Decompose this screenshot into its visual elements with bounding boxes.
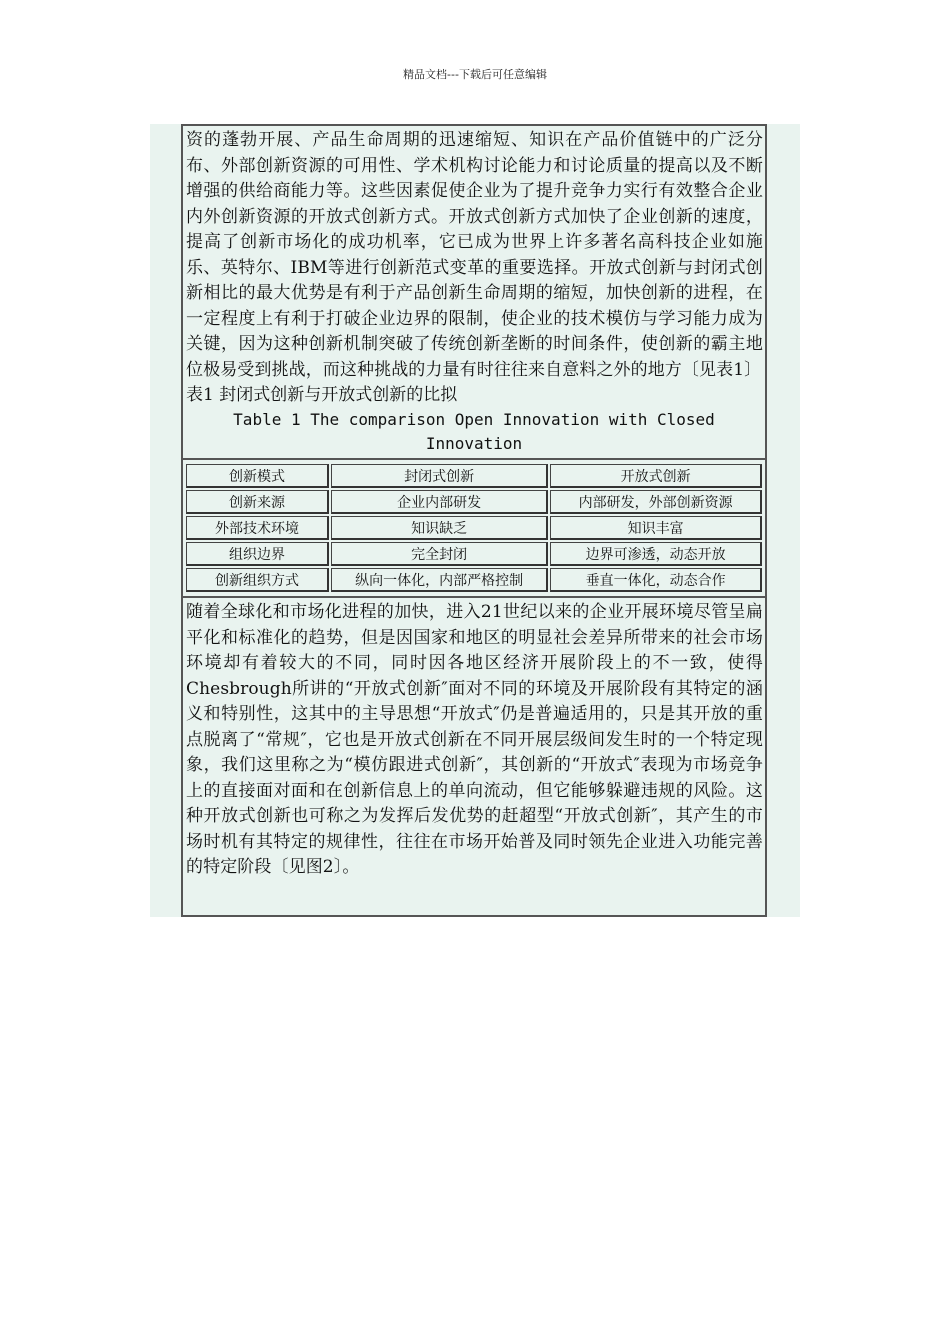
page-header: 精品文档---下载后可任意编辑 — [403, 68, 547, 81]
table-row — [186, 490, 762, 514]
table-row — [186, 542, 762, 566]
table-cell: 组织边界 — [186, 542, 329, 566]
table-cell: 完全封闭 — [331, 542, 548, 566]
table-cell: 创新来源 — [186, 490, 329, 514]
table-row — [186, 568, 762, 592]
table-caption-en: Table 1 The comparison Open Innovation with Closed Innovation — [233, 410, 715, 453]
table-cell: 封闭式创新 — [331, 464, 548, 488]
paragraph-2: 随着全球化和市场化进程的加快，进入21世纪以来的企业开展环境尽管呈扁平化和标准化的趋势，但是因国家和地区的明显社会差异所带来的社会市场环境却有着较大的不同，同时因各地区经济开展阶段上的不一致，使得Chesbrough所讲的“开放式创新″面对不同的环境及开展阶段有其特定的涵义和特别性，这其中的主导思想“开放式″仍是普遍适用的，只是其开放的重点脱离了“常规″，它也是开放式创新在不同开展层级间发生时的一个特定现象，我们这里称之为“模仿跟进式创新″，其创新的“开放式″表现为市场竞争上的直接面对面和在创新信息上的单向流动，但它能够躲避违规的风险。这种开放式创新也可称之为发挥后发优势的赶超型“开放式创新″，其产生的市场时机有其特定的规律性，往往在市场开始普及同时领先企业进入功能完善的特定阶段〔见图2〕。 — [186, 602, 763, 877]
table-cell: 开放式创新 — [550, 464, 762, 488]
table-cell: 垂直一体化，动态合作 — [550, 568, 762, 592]
comparison-table — [184, 462, 764, 594]
paragraph-1: 资的蓬勃开展、产品生命周期的迅速缩短、知识在产品价值链中的广泛分布、外部创新资源的可用性、学术机构讨论能力和讨论质量的提高以及不断增强的供给商能力等。这些因素促使企业为了提升竞争力实行有效整合企业内外创新资源的开放式创新方式。开放式创新方式加快了企业创新的速度，提高了创新市场化的成功机率，它已成为世界上许多著名高科技企业如施乐、英特尔、IBM等进行创新范式变革的重要选择。开放式创新与封闭式创新相比的最大优势是有利于产品创新生命周期的缩短，加快创新的进程，在一定程度上有利于打破企业边界的限制，使企业的技术模仿与学习能力成为关键，因为这种创新机制突破了传统创新垄断的时间条件，使创新的霸主地位极易受到挑战，而这种挑战的力量有时往往来自意料之外的地方〔见表1〕 — [186, 130, 763, 380]
table-cell: 知识丰富 — [550, 516, 762, 540]
table-cell: 创新组织方式 — [186, 568, 329, 592]
table-cell: 纵向一体化，内部严格控制 — [331, 568, 548, 592]
comparison-table-wrap — [183, 458, 765, 598]
table-cell: 创新模式 — [186, 464, 329, 488]
table-cell: 内部研发，外部创新资源 — [550, 490, 762, 514]
table-cell: 知识缺乏 — [331, 516, 548, 540]
content-frame — [181, 124, 767, 917]
table-row — [186, 464, 762, 488]
table-cell: 企业内部研发 — [331, 490, 548, 514]
table-cell: 边界可渗透，动态开放 — [550, 542, 762, 566]
table-caption-cn: 表1 封闭式创新与开放式创新的比拟 — [186, 385, 458, 405]
table-cell: 外部技术环境 — [186, 516, 329, 540]
table-row — [186, 516, 762, 540]
